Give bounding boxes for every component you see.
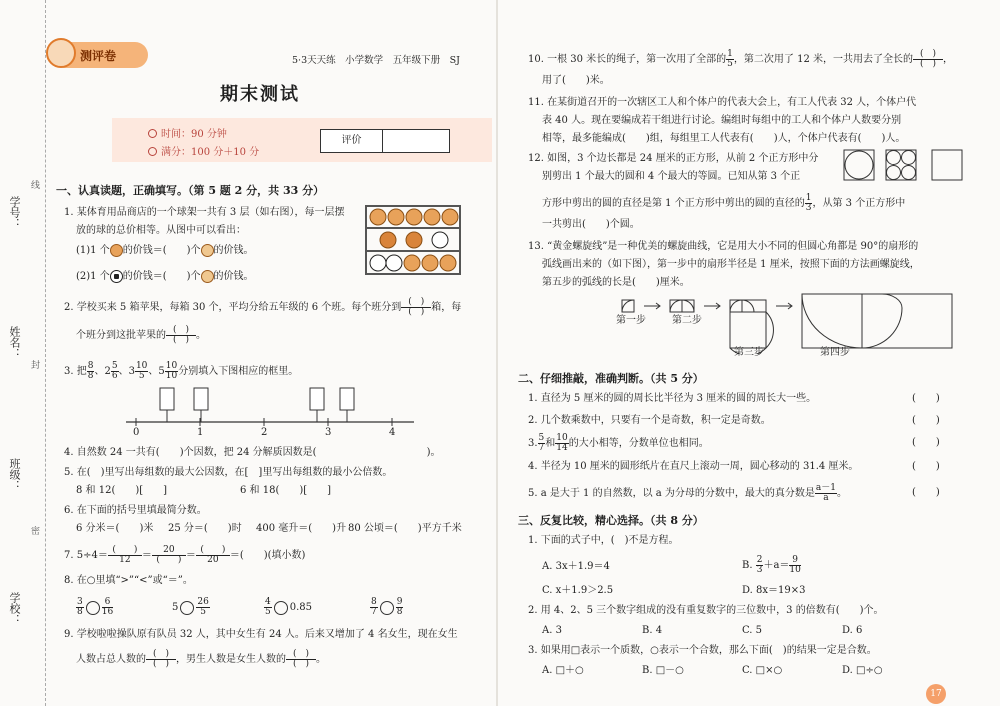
- q6-a: 6 分米＝( )米: [76, 523, 154, 534]
- tf-4: 4. 半径为 10 厘米的圆形纸片在直尺上滚动一周，圆心移动的 31.4 厘米。: [528, 461, 859, 472]
- tf-answer-4[interactable]: ( ): [912, 461, 940, 472]
- evaluation-label: 评价: [321, 130, 383, 152]
- evaluation-table: [320, 129, 450, 153]
- q1-line2: 放的球的总价相等。从图中可以看出：: [76, 225, 246, 236]
- badge-label: 测评卷: [80, 49, 117, 63]
- q6-d: 80 公顷＝( )平方千米: [348, 523, 462, 534]
- volleyball-icon: [201, 270, 214, 283]
- ball-rack-figure: [364, 204, 462, 276]
- squares-figure: [842, 148, 978, 182]
- spiral-step-1: 第一步: [616, 315, 646, 326]
- q9-line2: 人数占总人数的 $\frac{( )}{( )}$ ，男生人数是女生人数的 $\frac{( )}{( )}$ 。: [76, 649, 326, 669]
- q12-line3: 方形中剪出的圆的直径是第 1 个正方形中剪出的圆的直径的 $\frac{1}{3}$ ，从第 3 个正方形中: [542, 193, 906, 213]
- q10-line2: 用了( )米。: [542, 75, 610, 86]
- compare-circle[interactable]: [380, 601, 394, 615]
- q13-line2: 弧线画出来的（如下图），第一步中的扇形半径是 1 厘米，按照下面的方法画螺旋线，: [542, 259, 920, 270]
- tf-2: 2. 几个数乘数中，只要有一个是奇数，积一定是奇数。: [528, 415, 771, 426]
- mc2-stem: 2. 用 4、2、5 三个数字组成的没有重复数字的三位数中，3 的倍数有( )个。: [528, 605, 884, 616]
- q1-part2: (2)1 个 的价钱＝( )个 的价钱。: [76, 271, 254, 282]
- test-badge: [52, 42, 148, 68]
- q5-b: 6 和 18( )[ ]: [240, 485, 332, 496]
- tick-3: 3: [325, 427, 332, 438]
- full-score: 满分：100 分＋10 分: [148, 143, 259, 158]
- check-icon: [148, 147, 157, 156]
- q13-line1: 13. “黄金螺旋线”是一种优美的螺旋曲线，它是用大小不同的但圆心角都是 90°的扇形的: [528, 241, 919, 252]
- tick-2: 2: [261, 427, 268, 438]
- tick-4: 4: [389, 427, 396, 438]
- binding-dense-mark: 密: [29, 526, 39, 535]
- right-page: [508, 0, 988, 706]
- q9-line1: 9. 学校啦啦操队原有队员 32 人，其中女生有 24 人。后来又增加了 4 名女生，现在女生: [64, 629, 458, 640]
- volleyball-icon: [201, 244, 214, 257]
- q8-d: $\frac{8}{7}$ $\frac{9}{8}$: [371, 597, 403, 617]
- spiral-step-3: 第三步: [734, 347, 764, 358]
- page-number: 17: [926, 684, 946, 704]
- mc2-a[interactable]: A. 3: [542, 625, 562, 636]
- q3-stem: 3. 把 $\frac{8}{8}$ 、2 $\frac{5}{6}$ 、3 $\frac{10}{5}$ 、5 $\frac{10}{10}$ 分别填入下图相应的框里。: [64, 361, 299, 381]
- page-spine: [496, 0, 498, 706]
- tf-answer-2[interactable]: ( ): [912, 415, 940, 426]
- series-header: 5·3天天练 小学数学 五年级下册 SJ: [292, 55, 460, 66]
- q8-b: 5 $\frac{26}{5}$: [172, 597, 209, 617]
- tf-answer-5[interactable]: ( ): [912, 487, 940, 498]
- soccer-ball-icon: [110, 270, 123, 283]
- left-page: [52, 0, 490, 706]
- golden-spiral-figure: [612, 290, 958, 354]
- binding-seal-mark: 封: [29, 360, 39, 369]
- q6-c: 400 毫升＝( )升: [256, 523, 347, 534]
- page-title: 期末测试: [220, 84, 300, 105]
- mascot-icon: [46, 38, 76, 68]
- binding-line-mark: 线: [29, 180, 39, 189]
- mc1-d[interactable]: D. 8x＝19×3: [742, 585, 806, 596]
- mc3-b[interactable]: B. □－○: [642, 665, 684, 676]
- compare-circle[interactable]: [274, 601, 288, 615]
- mc3-a[interactable]: A. □＋○: [542, 665, 584, 676]
- q6-b: 25 分＝( )时: [168, 523, 242, 534]
- q13-line3: 第五步的弧线的长是( )厘米。: [542, 277, 690, 288]
- mc1-a[interactable]: A. 3x＋1.9＝4: [542, 561, 610, 572]
- q2-line2: 个班分到这批苹果的 $\frac{( )}{( )}$ 。: [76, 325, 206, 345]
- q11-line2: 表 40 人。现在要编成若干组进行讨论。编组时每组中的工人和个体户人数要分别: [542, 115, 902, 126]
- compare-circle[interactable]: [86, 601, 100, 615]
- tick-0: 0: [133, 427, 140, 438]
- mc2-b[interactable]: B. 4: [642, 625, 663, 636]
- tf-1: 1. 直径为 5 厘米的圆的周长比半径为 3 厘米的圆的周长大一些。: [528, 393, 817, 404]
- q2-line1: 2. 学校买来 5 箱苹果，每箱 30 个，平均分给五年级的 6 个班。每个班分到 $\frac{( )}{( )}$ 箱，每: [64, 297, 462, 317]
- q8-text: 8. 在○里填“>”“<”或“＝”。: [64, 575, 193, 586]
- time-limit: 时间：90 分钟: [148, 125, 227, 140]
- q6-text: 6. 在下面的括号里填最简分数。: [64, 505, 207, 516]
- student-number-label: 学号：: [8, 196, 21, 229]
- q5-a: 8 和 12( )[ ]: [76, 485, 168, 496]
- q5-text: 5. 在( )里写出每组数的最大公因数，在[ ]里写出每组数的最小公倍数。: [64, 467, 393, 478]
- part1-heading: 一、认真读题，正确填写。（第 5 题 2 分，共 33 分）: [56, 184, 325, 197]
- basketball-icon: [110, 244, 123, 257]
- q1-part1: (1)1 个 的价钱＝( )个 的价钱。: [76, 245, 254, 256]
- q7-text: 7. 5÷4＝ $\frac{( )}{12}$ ＝ $\frac{20}{( )}$ ＝ $\frac{( )}{20}$ ＝( )(填小数): [64, 545, 306, 565]
- q1-line1: 1. 某体育用品商店的一个球架一共有 3 层（如右图），每一层摆: [64, 207, 345, 218]
- mc1-stem: 1. 下面的式子中，( )不是方程。: [528, 535, 679, 546]
- tick-1: 1: [197, 427, 204, 438]
- q8-a: $\frac{3}{8}$ $\frac{6}{16}$: [77, 597, 114, 617]
- mc2-c[interactable]: C. 5: [742, 625, 763, 636]
- mc3-d[interactable]: D. □÷○: [842, 665, 883, 676]
- mc1-c[interactable]: C. x＋1.9＞2.5: [542, 585, 614, 596]
- class-label: 班级：: [8, 458, 21, 491]
- spiral-step-4: 第四步: [820, 347, 850, 358]
- part3-heading: 三、反复比较，精心选择。（共 8 分）: [518, 514, 704, 527]
- q12-line4: 一共剪出( )个圆。: [542, 219, 640, 230]
- mc2-d[interactable]: D. 6: [842, 625, 863, 636]
- q11-line3: 相等，最多能编成( )组，每组里工人代表有( )人，个体户代表有( )人。: [542, 133, 906, 144]
- mc1-b[interactable]: B. $\frac{2}{3}$ ＋a＝ $\frac{9}{10}$: [742, 555, 801, 575]
- q12-line2: 别剪出 1 个最大的圆和 4 个最大的等圆。已知从第 3 个正: [542, 171, 801, 182]
- tf-3: 3. $\frac{5}{7}$ 和 $\frac{10}{14}$ 的大小相等，分数单位也相同。: [528, 433, 709, 453]
- q12-line1: 12. 如图，3 个边长都是 24 厘米的正方形，从前 2 个正方形中分: [528, 153, 819, 164]
- tf-answer-1[interactable]: ( ): [912, 393, 940, 404]
- q4-text: 4. 自然数 24 一共有( )个因数，把 24 分解质因数是( )。: [64, 447, 441, 458]
- name-label: 姓名：: [8, 326, 21, 359]
- school-label: 学校：: [8, 592, 21, 625]
- mc3-stem: 3. 如果用□表示一个质数，○表示一个合数，那么下面( )的结果一定是合数。: [528, 645, 877, 656]
- exam-info-box: [112, 118, 492, 162]
- tf-5: 5. a 是大于 1 的自然数，以 a 为分母的分数中，最大的真分数是 $\frac{a-1}{a}$ 。: [528, 483, 847, 503]
- spiral-step-2: 第二步: [672, 315, 702, 326]
- clock-icon: [148, 129, 157, 138]
- binding-strip: [0, 0, 46, 706]
- mc3-c[interactable]: C. □×○: [742, 665, 783, 676]
- q11-line1: 11. 在某街道召开的一次辖区工人和个体户的代表大会上，有工人代表 32 人，个体户代: [528, 97, 917, 108]
- compare-circle[interactable]: [180, 601, 194, 615]
- tf-answer-3[interactable]: ( ): [912, 437, 940, 448]
- q10-line1: 10. 一根 30 米长的绳子，第一次用了全部的 $\frac{1}{5}$ ，第二次用了 12 米，一共用去了全长的 $\frac{( )}{( )}$ ，: [528, 49, 953, 69]
- part2-heading: 二、仔细推敲，准确判断。（共 5 分）: [518, 372, 704, 385]
- q8-c: $\frac{4}{5}$ 0.85: [265, 597, 312, 617]
- number-line-figure: [122, 384, 422, 440]
